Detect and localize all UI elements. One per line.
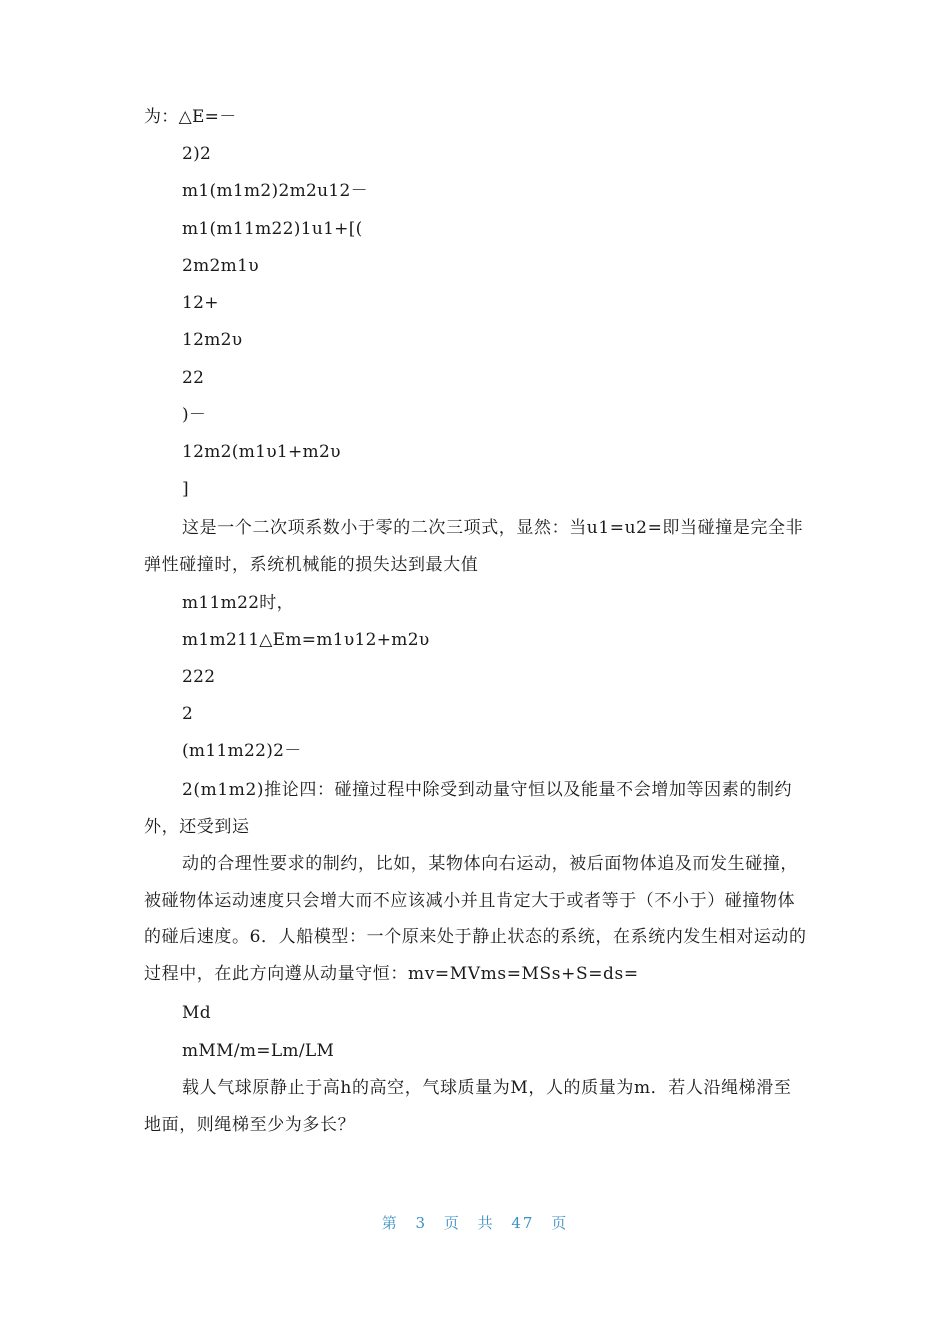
- page-footer: 第 3 页 共 47 页: [381, 1214, 569, 1232]
- paragraph: 2(m1m2)推论四：碰撞过程中除受到动量守恒以及能量不会增加等因素的制约外，还受到运: [144, 780, 793, 837]
- paragraph: 这是一个二次项系数小于零的二次三项式，显然：当u1=u2=即当碰撞是完全非弹性碰撞时，系统机械能的损失达到最大值: [144, 518, 804, 575]
- text-line: m11m22时，: [182, 593, 294, 613]
- paragraph: 动的合理性要求的制约，比如，某物体向右运动，被后面物体追及而发生碰撞，被碰物体运动速度只会增大而不应该减小并且肯定大于或者等于（不小于）碰撞物体的碰后速度。6．人船模型：一个原来处于静止状态的系统，在系统内发生相对运动的过程中，在此方向遵从动量守恒：mv=MVms=MSs+S=ds=: [144, 854, 807, 984]
- text-line: (m11m22)2－: [182, 741, 302, 761]
- text-line: 2)2: [182, 144, 212, 164]
- text-line: 12m2υ: [182, 330, 243, 350]
- text-line: 2: [182, 704, 194, 724]
- text-line: 22: [182, 368, 205, 388]
- text-line: m1(m1m2)2m2u12－: [182, 181, 368, 201]
- text-line: 12m2(m1υ1+m2υ: [182, 442, 341, 462]
- text-line: mMM/m=Lm/LM: [182, 1041, 335, 1061]
- text-line: m1(m11m22)1u1+[(: [182, 219, 363, 239]
- text-line: Md: [182, 1003, 211, 1023]
- text-line: 222: [182, 667, 216, 687]
- text-line: 为：△E=－: [144, 107, 237, 127]
- text-line: 2m2m1υ: [182, 256, 259, 276]
- paragraph: 载人气球原静止于高h的高空，气球质量为M，人的质量为m．若人沿绳梯滑至地面，则绳梯至少为多长？: [144, 1078, 792, 1135]
- text-line: ]: [182, 479, 189, 499]
- text-line: 12+: [182, 293, 219, 313]
- text-line: )－: [182, 405, 207, 425]
- text-line: m1m211△Em=m1υ12+m2υ: [182, 630, 430, 650]
